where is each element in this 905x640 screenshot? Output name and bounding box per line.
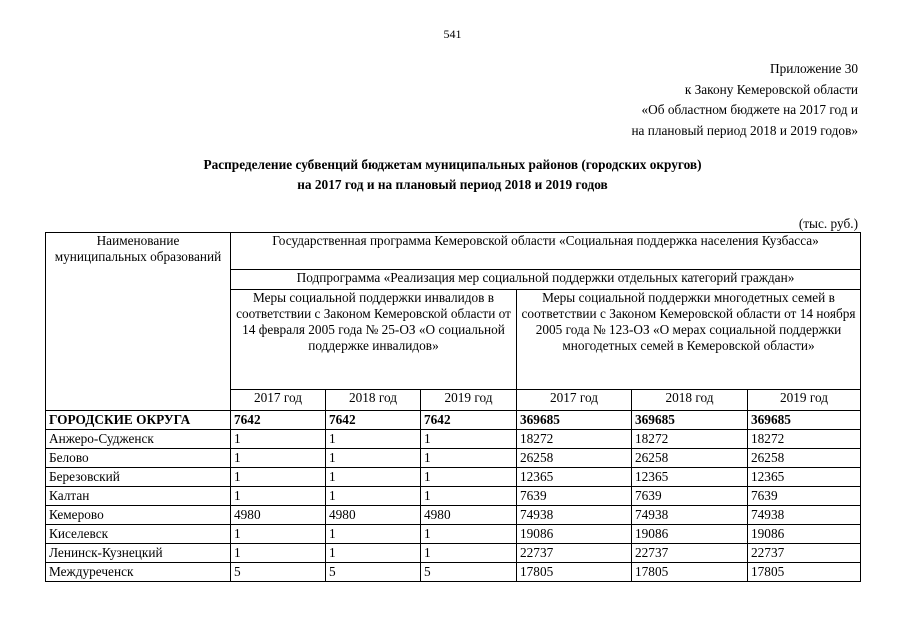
cell-value: 18272 [748, 430, 861, 449]
cell-value: 26258 [748, 449, 861, 468]
total-row [46, 411, 861, 430]
cell-value: 1 [231, 430, 326, 449]
cell-value: 369685 [517, 411, 632, 430]
cell-value: 1 [231, 449, 326, 468]
cell-value: 12365 [632, 468, 748, 487]
cell-value: 1 [421, 449, 517, 468]
year-header: 2018 год [632, 390, 748, 411]
cell-value: 22737 [632, 544, 748, 563]
year-header: 2019 год [748, 390, 861, 411]
row-name: Белово [46, 449, 231, 468]
year-header: 2019 год [421, 390, 517, 411]
measure-large-families-header: Меры социальной поддержки многодетных семей в соответствии с Законом Кемеровской области от 14 ноября 2005 года № 123-ОЗ «О мерах социальной поддержки многодетных семей в Кемеровской области» [517, 290, 861, 390]
year-header: 2018 год [326, 390, 421, 411]
year-header: 2017 год [231, 390, 326, 411]
cell-value: 1 [231, 544, 326, 563]
table-row [46, 563, 861, 582]
cell-value: 22737 [748, 544, 861, 563]
cell-value: 26258 [517, 449, 632, 468]
row-name: Березовский [46, 468, 231, 487]
table-row [46, 430, 861, 449]
cell-value: 1 [421, 544, 517, 563]
cell-value: 1 [326, 430, 421, 449]
cell-value: 4980 [326, 506, 421, 525]
appendix-line: «Об областном бюджете на 2017 год и [641, 102, 858, 117]
cell-value: 7642 [326, 411, 421, 430]
year-header: 2017 год [517, 390, 632, 411]
cell-value: 7642 [421, 411, 517, 430]
cell-value: 369685 [748, 411, 861, 430]
cell-value: 7642 [231, 411, 326, 430]
title-line: Распределение субвенций бюджетам муниципальных районов (городских округов) [203, 157, 702, 172]
subventions-table [45, 232, 861, 582]
row-name: Кемерово [46, 506, 231, 525]
cell-value: 19086 [632, 525, 748, 544]
cell-value: 74938 [632, 506, 748, 525]
table-row [46, 525, 861, 544]
cell-value: 7639 [517, 487, 632, 506]
cell-value: 7639 [632, 487, 748, 506]
row-name: Киселевск [46, 525, 231, 544]
cell-value: 1 [326, 525, 421, 544]
appendix-line: Приложение 30 [770, 61, 858, 76]
document-title [0, 155, 905, 195]
row-name: Анжеро-Судженск [46, 430, 231, 449]
cell-value: 4980 [231, 506, 326, 525]
appendix-line: на плановый период 2018 и 2019 годов» [631, 122, 858, 138]
cell-value: 1 [231, 468, 326, 487]
title-line: на 2017 год и на плановый период 2018 и 2019 годов [297, 177, 608, 192]
row-name: ГОРОДСКИЕ ОКРУГА [46, 411, 231, 430]
page-number: 541 [443, 27, 462, 41]
cell-value: 5 [231, 563, 326, 582]
measure-disabled-header: Меры социальной поддержки инвалидов в соответствии с Законом Кемеровской области от 14 февраля 2005 года № 25-ОЗ «О социальной поддержке инвалидов» [231, 290, 517, 390]
cell-value: 18272 [517, 430, 632, 449]
cell-value: 5 [421, 563, 517, 582]
col-name-header: Наименование муниципальных образований [46, 233, 231, 411]
row-name: Междуреченск [46, 563, 231, 582]
cell-value: 1 [326, 468, 421, 487]
cell-value: 17805 [517, 563, 632, 582]
program-header: Государственная программа Кемеровской области «Социальная поддержка населения Кузбасса» [231, 233, 861, 270]
cell-value: 5 [326, 563, 421, 582]
cell-value: 7639 [748, 487, 861, 506]
cell-value: 4980 [421, 506, 517, 525]
cell-value: 369685 [632, 411, 748, 430]
cell-value: 1 [231, 487, 326, 506]
cell-value: 1 [326, 487, 421, 506]
cell-value: 1 [421, 487, 517, 506]
row-name: Калтан [46, 487, 231, 506]
cell-value: 19086 [748, 525, 861, 544]
cell-value: 26258 [632, 449, 748, 468]
cell-value: 17805 [748, 563, 861, 582]
subprogram-header: Подпрограмма «Реализация мер социальной поддержки отдельных категорий граждан» [231, 270, 861, 290]
cell-value: 74938 [517, 506, 632, 525]
table-row [46, 468, 861, 487]
table-row [46, 449, 861, 468]
cell-value: 74938 [748, 506, 861, 525]
cell-value: 1 [421, 430, 517, 449]
cell-value: 19086 [517, 525, 632, 544]
cell-value: 12365 [748, 468, 861, 487]
appendix-line: к Закону Кемеровской области [684, 81, 858, 97]
cell-value: 22737 [517, 544, 632, 563]
table-row [46, 487, 861, 506]
table-row [46, 544, 861, 563]
cell-value: 1 [421, 525, 517, 544]
header-row [46, 233, 861, 270]
cell-value: 1 [231, 525, 326, 544]
cell-value: 1 [421, 468, 517, 487]
row-name: Ленинск-Кузнецкий [46, 544, 231, 563]
cell-value: 1 [326, 449, 421, 468]
table-row [46, 506, 861, 525]
units-label: (тыс. руб.) [798, 216, 858, 231]
cell-value: 17805 [632, 563, 748, 582]
cell-value: 1 [326, 544, 421, 563]
appendix-reference [631, 59, 858, 141]
cell-value: 18272 [632, 430, 748, 449]
cell-value: 12365 [517, 468, 632, 487]
